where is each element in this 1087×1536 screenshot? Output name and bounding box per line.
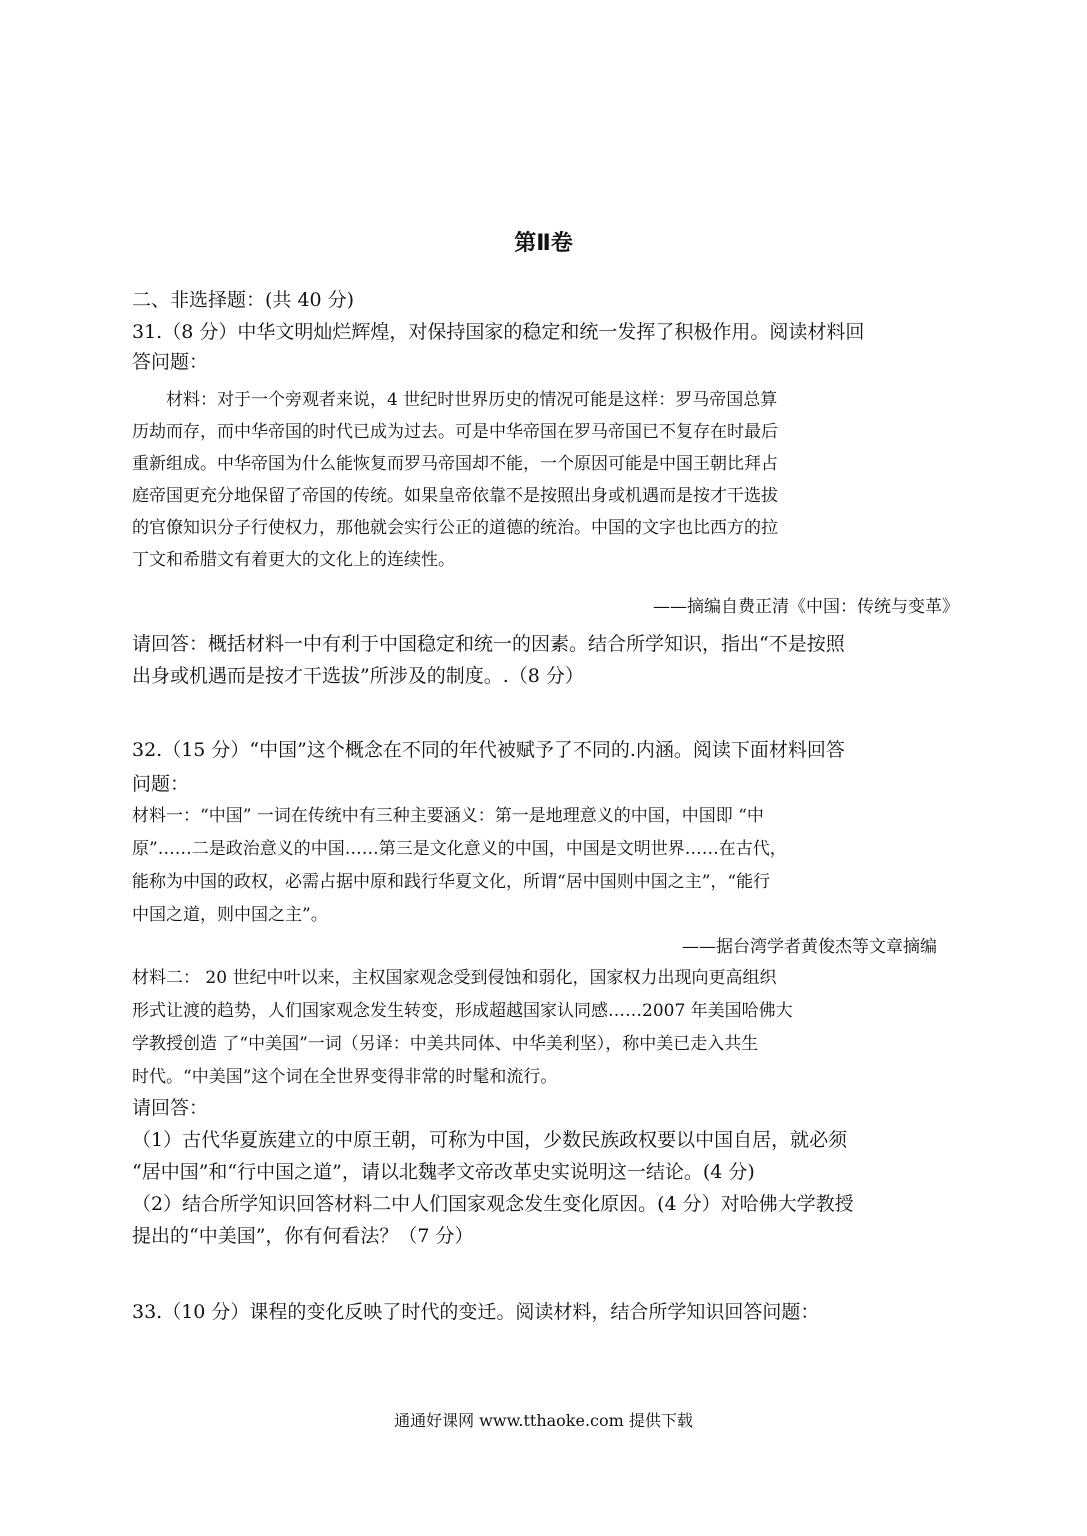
q31-material-line: 历劫而存，而中华帝国的时代已成为过去。可是中华帝国在罗马帝国已不复存在时最后 [132, 422, 778, 442]
q32-material2-line: 材料二： 20 世纪中叶以来，主权国家观念受到侵蚀和弱化，国家权力出现向更高组织 [132, 968, 777, 988]
page-footer: 通通好课网 www.tthaoke.com 提供下载 [394, 1411, 693, 1430]
q32-material2-line: 学教授创造 了“中美国”一词（另译：中美共同体、中华美利坚），称中美已走入共生 [132, 1034, 759, 1054]
q32-prompt-line2: 问题： [132, 773, 190, 795]
q33-prompt-line1: 33.（10 分）课程的变化反映了时代的变迁。阅读材料，结合所学知识回答问题： [132, 1301, 820, 1323]
q32-sub1-line2: “居中国”和“行中国之道”，请以北魏孝文帝改革史实说明这一结论。(4 分) [132, 1161, 755, 1183]
q31-material-line: 庭帝国更充分地保留了帝国的传统。如果皇帝依靠不是按照出身或机遇而是按才干选拔 [132, 486, 778, 506]
q31-source: ——摘编自费正清《中国：传统与变革》 [653, 597, 959, 617]
q31-material-line: 的官僚知识分子行使权力，那他就会实行公正的道德的统治。中国的文字也比西方的拉 [132, 518, 778, 538]
q32-sub2-line2: 提出的“中美国”，你有何看法？（7 分） [132, 1225, 474, 1247]
q32-sub1-line1: （1）古代华夏族建立的中原王朝，可称为中国，少数民族政权要以中国自居，就必须 [132, 1129, 848, 1151]
q31-answer-line1: 请回答：概括材料一中有利于中国稳定和统一的因素。结合所学知识，指出“不是按照 [132, 633, 845, 655]
q31-prompt-line2: 答问题： [132, 351, 209, 373]
q32-material1-line: 材料一：“中国” 一词在传统中有三种主要涵义：第一是地理意义的中国，中国即 “中 [132, 806, 764, 826]
q32-material1-line: 原”……二是政治意义的中国……第三是文化意义的中国，中国是文明世界……在古代， [132, 839, 787, 859]
q31-prompt-line1: 31.（8 分）中华文明灿烂辉煌，对保持国家的稳定和统一发挥了积极作用。阅读材料回 [132, 321, 865, 343]
q31-answer-line2: 出身或机遇而是按才干选拔”所涉及的制度。.（8 分） [132, 665, 584, 687]
q31-material-line: 重新组成。中华帝国为什么能恢复而罗马帝国却不能，一个原因可能是中国王朝比拜占 [132, 454, 778, 474]
q31-material-line: 丁文和希腊文有着更大的文化上的连续性。 [132, 550, 455, 570]
paper-title: 第Ⅱ卷 [514, 231, 573, 256]
q32-material2-line: 形式让渡的趋势，人们国家观念发生转变，形成超越国家认同感……2007 年美国哈佛大 [132, 1001, 793, 1021]
q32-material1-line: 中国之道，则中国之主”。 [132, 905, 328, 925]
q31-material-line: 材料：对于一个旁观者来说，4 世纪时世界历史的情况可能是这样：罗马帝国总算 [132, 390, 778, 410]
q32-source1: ——据台湾学者黄俊杰等文章摘编 [682, 937, 937, 957]
section-header: 二、非选择题：(共 40 分) [132, 289, 355, 311]
q32-answer-label: 请回答： [132, 1097, 209, 1119]
q32-material2-line: 时代。“中美国”这个词在全世界变得非常的时髦和流行。 [132, 1067, 558, 1087]
q32-sub2-line1: （2）结合所学知识回答材料二中人们国家观念发生变化原因。(4 分）对哈佛大学教授 [132, 1193, 854, 1215]
q32-material1-line: 能称为中国的政权，必需占据中原和践行华夏文化，所谓“居中国则中国之主”，“能行 [132, 872, 771, 892]
q32-prompt-line1: 32.（15 分）“中国”这个概念在不同的年代被赋予了不同的.内涵。阅读下面材料回答 [132, 739, 845, 761]
